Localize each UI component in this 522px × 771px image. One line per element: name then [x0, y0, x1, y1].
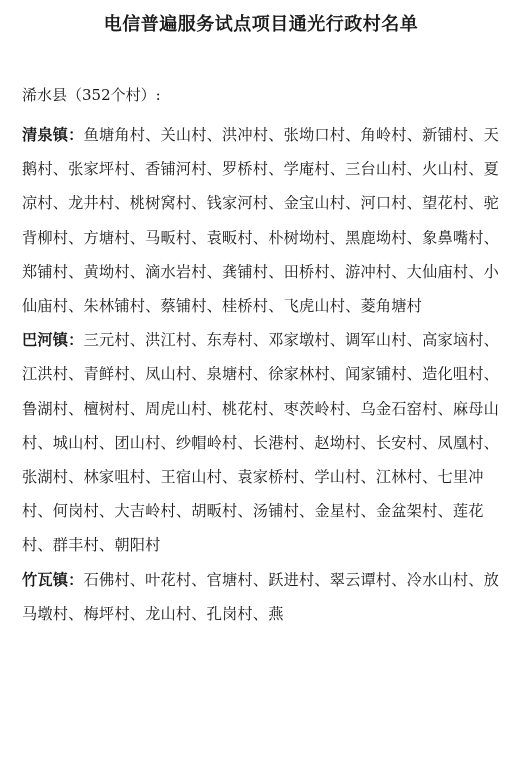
town-name: 竹瓦镇： — [22, 570, 84, 589]
town-entry — [22, 118, 500, 323]
village-list: 三元村、洪江村、东寿村、邓家墩村、调军山村、高家垴村、江洪村、青鲜村、凤山村、泉塘村、徐家林村、闻家铺村、造化咀村、鲁湖村、檀树村、周虎山村、桃花村、枣茨岭村、乌金石窑村、麻母山村、城山村、团山村、纱帽岭村、长港村、赵坳村、长安村、凤凰村、张湖村、林家咀村、王宿山村、袁家桥村、学山村、江林村、七里冲村、何岗村、大吉岭村、胡畈村、汤铺村、金星村、金盆架村、莲花村、群丰村、朝阳村 — [22, 331, 500, 555]
town-entry — [22, 323, 500, 562]
village-list: 石佛村、叶花村、官塘村、跃进村、翠云谭村、冷水山村、放马墩村、梅坪村、龙山村、孔岗村、燕 — [22, 570, 500, 623]
town-name: 巴河镇： — [22, 331, 84, 350]
town-name: 清泉镇： — [22, 126, 84, 144]
village-list: 鱼塘角村、关山村、洪冲村、张坳口村、角岭村、新铺村、天鹅村、张家坪村、香铺河村、罗桥村、学庵村、三台山村、火山村、夏凉村、龙井村、桃树窝村、钱家河村、金宝山村、河口村、望花村、驼背柳村、方塘村、马畈村、袁畈村、朴树坳村、黑鹿坳村、象鼻嘴村、郑铺村、黄坳村、滴水岩村、龚铺村、田桥村、游冲村、大仙庙村、小仙庙村、朱林铺村、蔡铺村、桂桥村、飞虎山村、菱角塘村 — [22, 126, 500, 316]
town-entry — [22, 563, 500, 631]
county-heading: 浠水县（352个村）: — [22, 86, 161, 104]
document-title: 电信普遍服务试点项目通光行政村名单 — [103, 14, 419, 35]
town-list — [22, 118, 500, 631]
